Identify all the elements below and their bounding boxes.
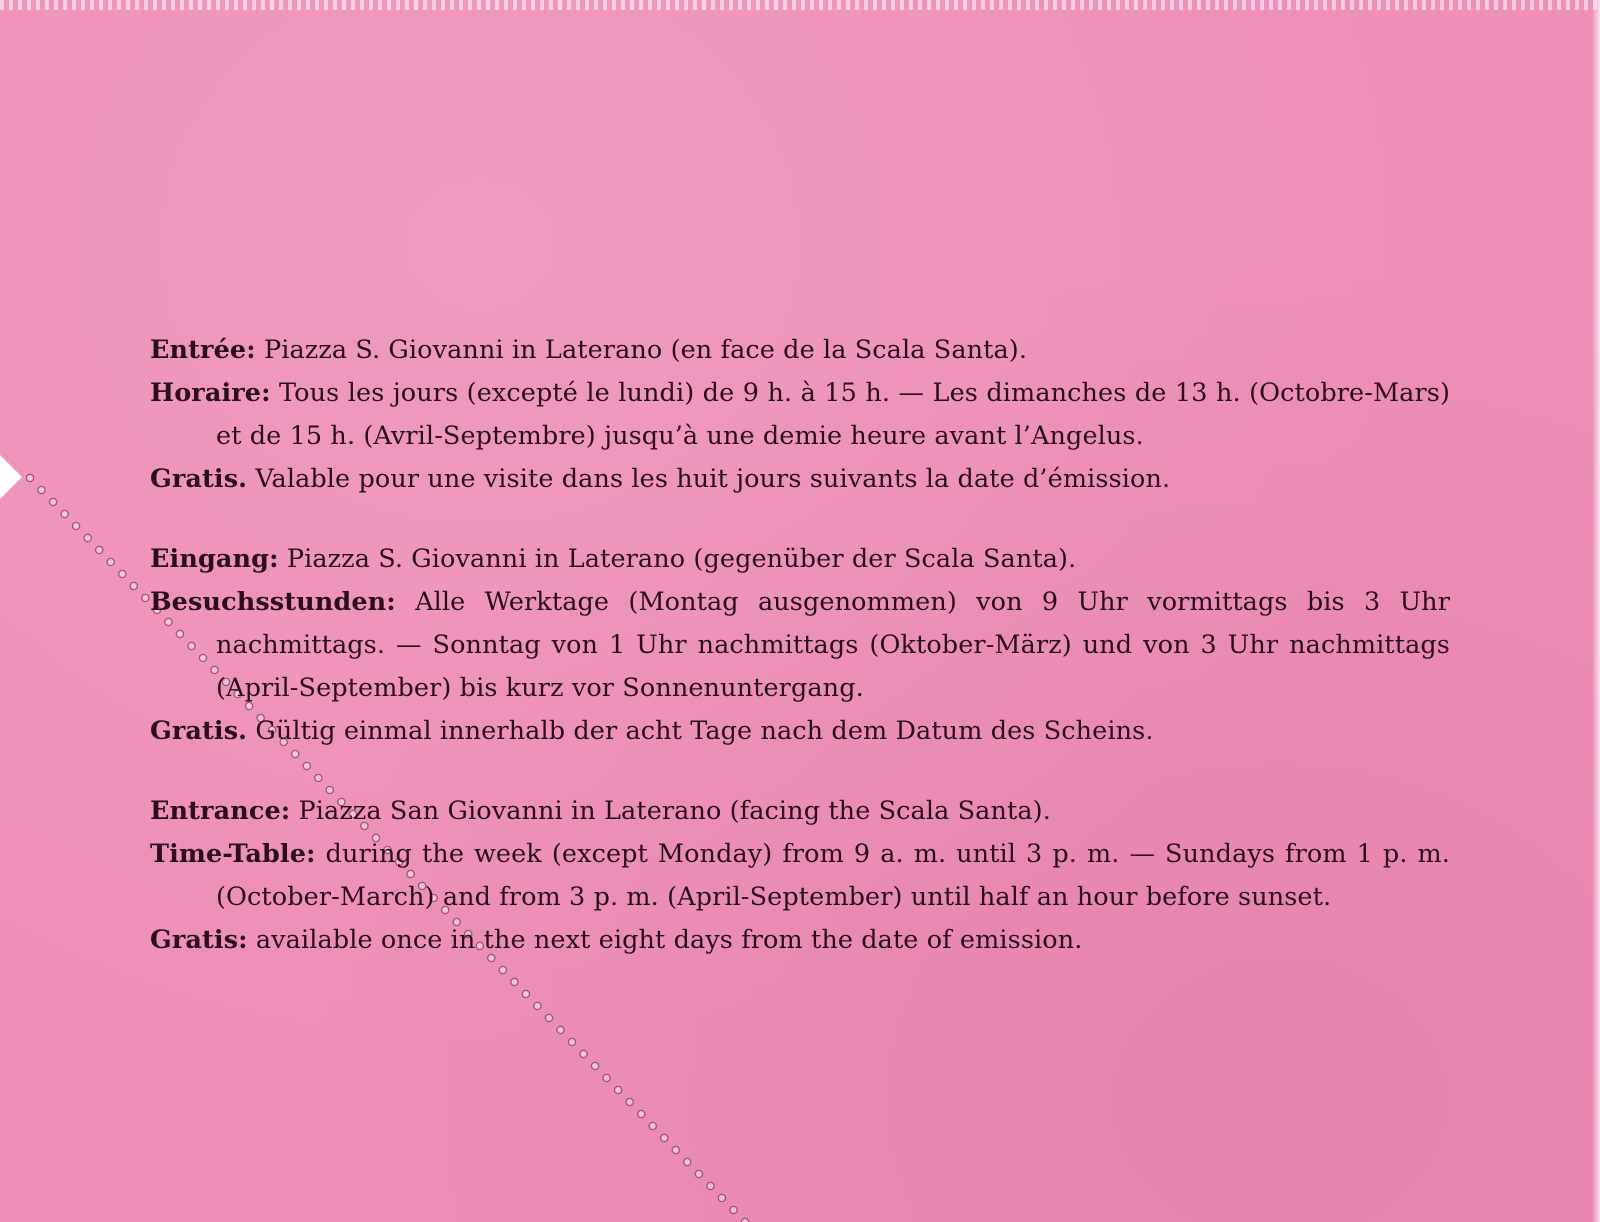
ticket-text	[150, 329, 1450, 999]
perforation-hole	[730, 1206, 737, 1213]
perforation-hole	[603, 1074, 610, 1081]
free-text-fr: Valable pour une visite dans les huit jours suivants la date d’émission.	[247, 464, 1171, 494]
entrance-text-fr: Piazza S. Giovanni in Laterano (en face de la Scala Santa).	[255, 335, 1028, 365]
entrance-label-en: Entrance:	[150, 796, 291, 826]
perforation-hole	[649, 1122, 656, 1129]
perforation-hole	[107, 558, 114, 565]
perforation-hole	[84, 534, 91, 541]
perforation-hole	[672, 1146, 679, 1153]
free-text-en: available once in the next eight days from the date of emission.	[247, 925, 1083, 955]
perforation-hole	[626, 1098, 633, 1105]
entrance-line-de	[150, 538, 1450, 581]
hours-label-de: Besuchsstunden:	[150, 587, 396, 617]
hours-label-en: Time-Table:	[150, 839, 316, 869]
free-label-de: Gratis.	[150, 716, 248, 746]
hours-text-en: during the week (except Monday) from 9 a. m. until 3 p. m. — Sundays from 1 p. m. (October-March) and from 3 p. m. (April-September) until half an hour before sunset.	[216, 839, 1450, 912]
perforation-hole	[684, 1158, 691, 1165]
perforation-hole	[695, 1170, 702, 1177]
perforation-hole	[26, 474, 33, 481]
perforation-hole	[534, 1002, 541, 1009]
entrance-label-fr: Entrée:	[150, 335, 256, 365]
perforation-hole	[638, 1110, 645, 1117]
perforation-hole	[50, 498, 57, 505]
perforation-hole	[119, 570, 126, 577]
hours-line-en	[150, 833, 1450, 919]
perforation-hole	[73, 522, 80, 529]
perforation-hole	[38, 486, 45, 493]
free-line-en	[150, 919, 1450, 962]
perforation-hole	[580, 1050, 587, 1057]
perforation-hole	[718, 1194, 725, 1201]
perforation-hole	[568, 1038, 575, 1045]
free-line-fr	[150, 458, 1450, 501]
perforation-hole	[61, 510, 68, 517]
entrance-text-de: Piazza S. Giovanni in Laterano (gegenüber der Scala Santa).	[278, 544, 1077, 574]
perforation-hole	[615, 1086, 622, 1093]
perforation-hole	[741, 1218, 748, 1222]
perforation-hole	[592, 1062, 599, 1069]
entrance-label-de: Eingang:	[150, 544, 279, 574]
hours-label-fr: Horaire:	[150, 378, 271, 408]
free-label-en: Gratis:	[150, 925, 248, 955]
section-french	[150, 329, 1450, 501]
perforation-hole	[661, 1134, 668, 1141]
free-text-de: Gültig einmal innerhalb der acht Tage nach dem Datum des Scheins.	[247, 716, 1154, 746]
perforation-hole	[707, 1182, 714, 1189]
perforation-hole	[545, 1014, 552, 1021]
section-english	[150, 790, 1450, 962]
entrance-text-en: Piazza San Giovanni in Laterano (facing the Scala Santa).	[290, 796, 1051, 826]
hours-text-de: Alle Werktage (Montag ausgenommen) von 9 Uhr vormittags bis 3 Uhr nachmittags. — Sonntag von 1 Uhr nachmittags (Oktober-März) und von 3 Uhr nachmittags (April-September) bis kurz vor Sonnenuntergang.	[216, 587, 1450, 703]
perforation-hole	[142, 594, 149, 601]
perforation-hole	[96, 546, 103, 553]
entrance-line-en	[150, 790, 1450, 833]
free-line-de	[150, 710, 1450, 753]
section-german	[150, 538, 1450, 753]
entrance-line-fr	[150, 329, 1450, 372]
free-label-fr: Gratis.	[150, 464, 248, 494]
hours-line-de	[150, 581, 1450, 710]
perforation-hole	[130, 582, 137, 589]
hours-line-fr	[150, 372, 1450, 458]
perforation-hole	[557, 1026, 564, 1033]
hours-text-fr: Tous les jours (excepté le lundi) de 9 h. à 15 h. — Les dimanches de 13 h. (Octobre-Mars) et de 15 h. (Avril-Septembre) jusqu’à une demie heure avant l’Angelus.	[216, 378, 1450, 451]
